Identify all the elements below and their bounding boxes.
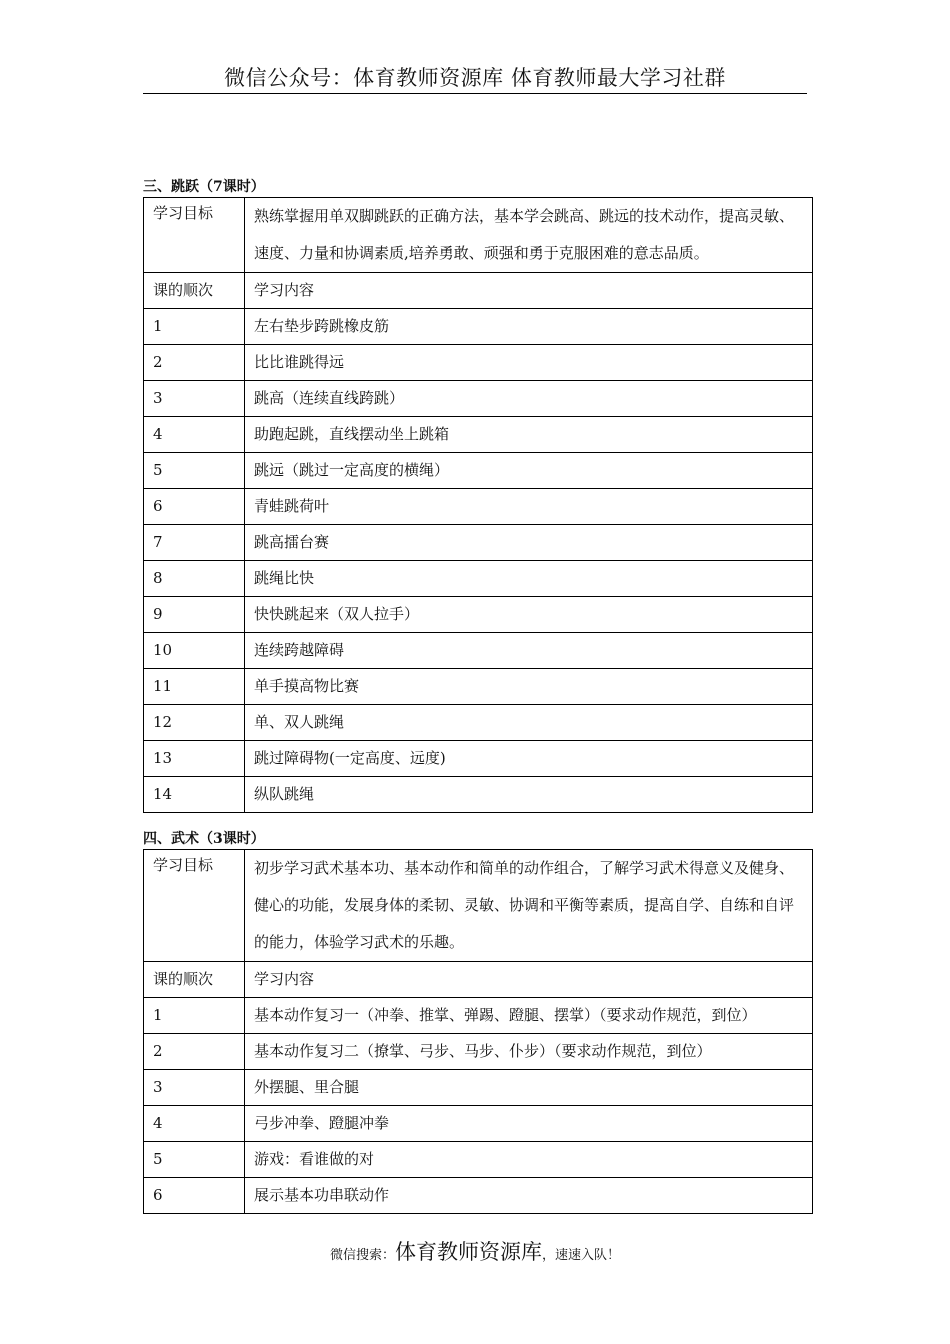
jumping-plan-table — [143, 197, 813, 813]
lesson-number: 1 — [144, 998, 245, 1034]
table-row — [144, 777, 813, 813]
lesson-content: 跳过障碍物(一定高度、远度) — [245, 741, 813, 777]
table-row — [144, 633, 813, 669]
goal-label: 学习目标 — [144, 198, 245, 273]
lesson-content: 比比谁跳得远 — [245, 345, 813, 381]
table-row — [144, 561, 813, 597]
footer-account-name: 体育教师资源库 — [395, 1240, 542, 1264]
lesson-number: 13 — [144, 741, 245, 777]
lesson-number: 9 — [144, 597, 245, 633]
table-row — [144, 381, 813, 417]
table-row — [144, 998, 813, 1034]
lesson-number: 7 — [144, 525, 245, 561]
lesson-number: 4 — [144, 417, 245, 453]
table-row — [144, 453, 813, 489]
martial-arts-plan-table — [143, 849, 813, 1214]
table-row — [144, 705, 813, 741]
lesson-number: 5 — [144, 453, 245, 489]
lesson-number: 8 — [144, 561, 245, 597]
lesson-content: 单手摸高物比赛 — [245, 669, 813, 705]
goal-text: 熟练掌握用单双脚跳跃的正确方法，基本学会跳高、跳远的技术动作，提高灵敏、速度、力量和协调素质,培养勇敢、顽强和勇于克服困难的意志品质。 — [245, 198, 813, 273]
lesson-number: 12 — [144, 705, 245, 741]
lesson-number: 6 — [144, 1178, 245, 1214]
lesson-number: 11 — [144, 669, 245, 705]
lesson-content: 纵队跳绳 — [245, 777, 813, 813]
lesson-content: 跳高擂台赛 — [245, 525, 813, 561]
table-row — [144, 1142, 813, 1178]
lesson-content: 快快跳起来（双人拉手） — [245, 597, 813, 633]
lesson-number: 5 — [144, 1142, 245, 1178]
section-title-jumping: 三、跳跃（7课时） — [143, 179, 265, 195]
lesson-content: 跳远（跳过一定高度的横绳） — [245, 453, 813, 489]
table-row — [144, 489, 813, 525]
table-row — [144, 309, 813, 345]
lesson-number: 1 — [144, 309, 245, 345]
lesson-content: 跳高（连续直线跨跳） — [245, 381, 813, 417]
table-row — [144, 1178, 813, 1214]
lesson-content: 左右垫步跨跳橡皮筋 — [245, 309, 813, 345]
footer-prefix: 微信搜索： — [329, 1248, 395, 1263]
lesson-content: 展示基本功串联动作 — [245, 1178, 813, 1214]
lesson-number: 10 — [144, 633, 245, 669]
lesson-number: 2 — [144, 345, 245, 381]
lesson-content: 单、双人跳绳 — [245, 705, 813, 741]
lesson-content: 基本动作复习二（撩掌、弓步、马步、仆步）（要求动作规范，到位） — [245, 1034, 813, 1070]
table-row — [144, 1034, 813, 1070]
table-row — [144, 1070, 813, 1106]
order-header: 课的顺次 — [144, 273, 245, 309]
content-header: 学习内容 — [245, 273, 813, 309]
header-rule — [143, 93, 807, 94]
lesson-content: 助跑起跳，直线摆动坐上跳箱 — [245, 417, 813, 453]
table-row — [144, 741, 813, 777]
table-row — [144, 417, 813, 453]
lesson-number: 3 — [144, 381, 245, 417]
lesson-content: 跳绳比快 — [245, 561, 813, 597]
lesson-number: 3 — [144, 1070, 245, 1106]
table-row — [144, 669, 813, 705]
lesson-number: 6 — [144, 489, 245, 525]
lesson-content: 外摆腿、里合腿 — [245, 1070, 813, 1106]
lesson-content: 基本动作复习一（冲拳、推掌、弹踢、蹬腿、摆掌）（要求动作规范，到位） — [245, 998, 813, 1034]
table-row — [144, 525, 813, 561]
table-row — [144, 345, 813, 381]
footer-suffix: ，速速入队！ — [542, 1248, 621, 1263]
lesson-content: 连续跨越障碍 — [245, 633, 813, 669]
lesson-number: 4 — [144, 1106, 245, 1142]
lesson-number: 2 — [144, 1034, 245, 1070]
content-header: 学习内容 — [245, 962, 813, 998]
goal-text: 初步学习武术基本功、基本动作和简单的动作组合，了解学习武术得意义及健身、健心的功能，发展身体的柔韧、灵敏、协调和平衡等素质，提高自学、自练和自评的能力，体验学习武术的乐趣。 — [245, 850, 813, 962]
order-header: 课的顺次 — [144, 962, 245, 998]
table-row — [144, 597, 813, 633]
lesson-content: 青蛙跳荷叶 — [245, 489, 813, 525]
table-row — [144, 1106, 813, 1142]
lesson-content: 游戏：看谁做的对 — [245, 1142, 813, 1178]
goal-label: 学习目标 — [144, 850, 245, 962]
page-footer — [0, 1236, 950, 1266]
lesson-content: 弓步冲拳、蹬腿冲拳 — [245, 1106, 813, 1142]
lesson-number: 14 — [144, 777, 245, 813]
page-header: 微信公众号：体育教师资源库 体育教师最大学习社群 — [224, 66, 726, 90]
section-title-martial-arts: 四、武术（3课时） — [143, 831, 265, 847]
